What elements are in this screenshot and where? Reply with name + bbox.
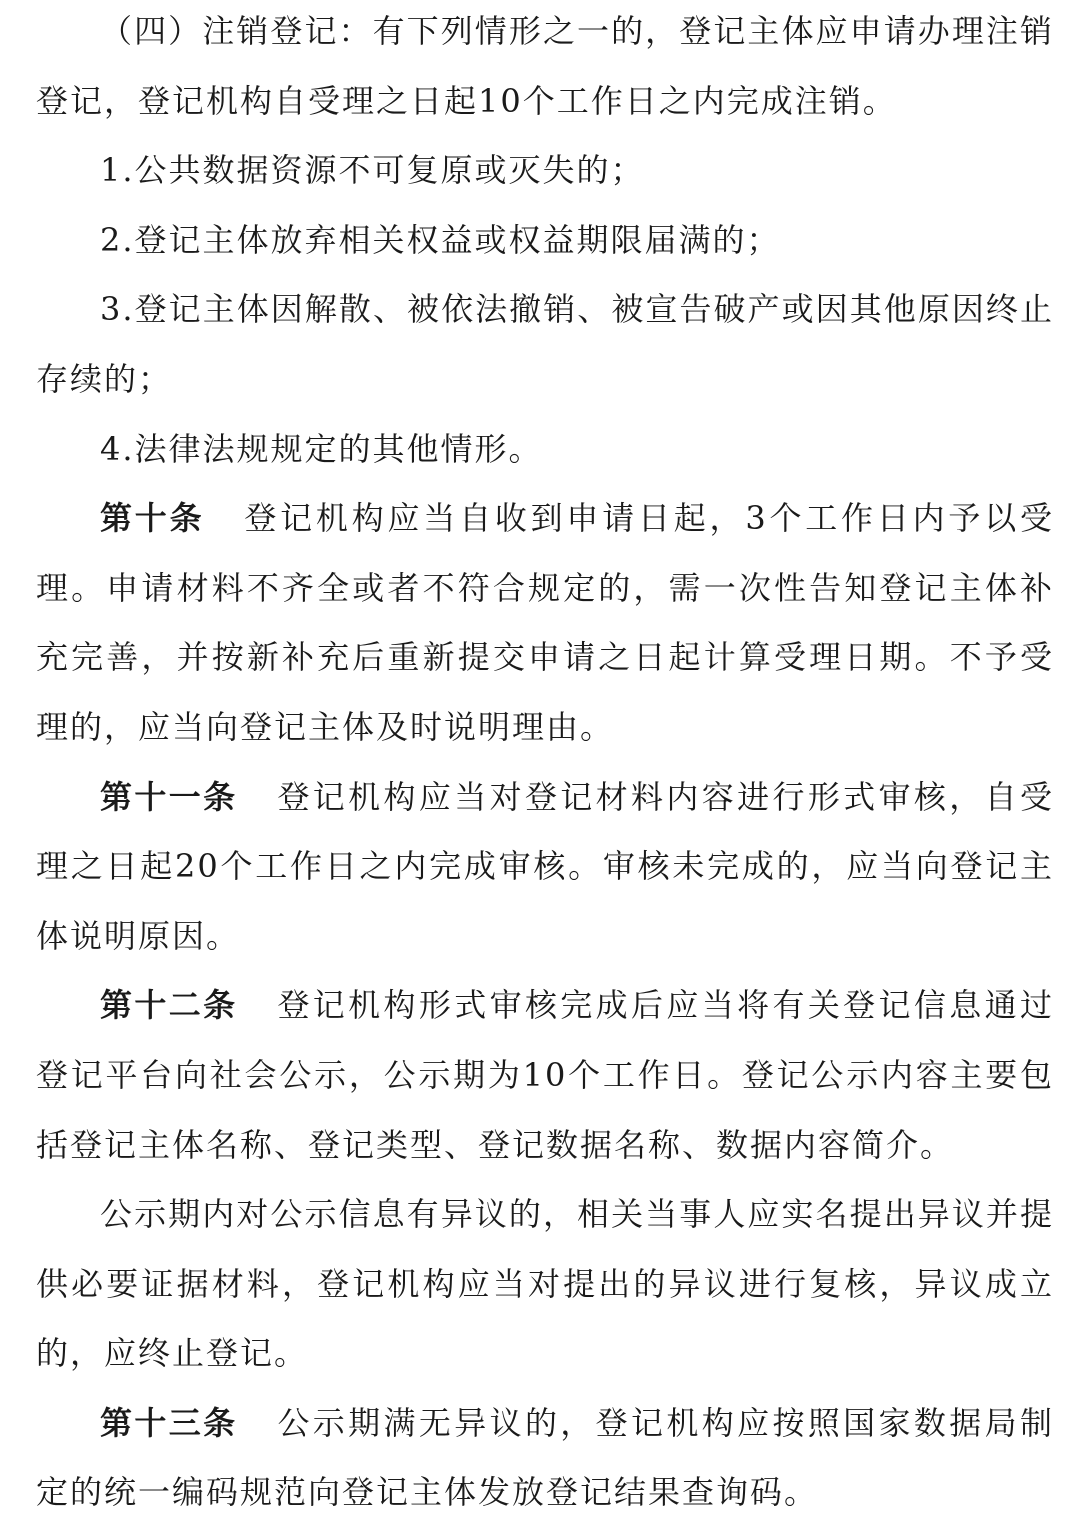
article-11 [36,763,1054,972]
article-text: 登记机构应当对登记材料内容进行形式审核，自受理之日起20个工作日之内完成审核。审核未完成的，应当向登记主体说明原因。 [36,777,1054,955]
list-item-text: 3.登记主体因解散、被依法撤销、被宣告破产或因其他原因终止存续的； [36,290,1054,398]
document-page [36,0,1054,1528]
list-item-text: 2.登记主体放弃相关权益或权益期限届满的； [100,220,781,259]
article-heading: 第十三条 [100,1403,238,1442]
list-item-3 [36,275,1054,414]
article-heading: 第十二条 [100,986,238,1025]
list-item-4 [36,415,1054,485]
article-text: 登记机构形式审核完成后应当将有关登记信息通过登记平台向社会公示，公示期为10个工作日。登记公示内容主要包括登记主体名称、登记类型、登记数据名称、数据内容简介。 [36,986,1054,1164]
article-heading: 第十条 [100,499,205,538]
list-item-2 [36,206,1054,276]
list-item-text: 4.法律法规规定的其他情形。 [100,429,543,468]
paragraph-cancellation-registration [36,0,1054,136]
paragraph-text: 公示期内对公示信息有异议的，相关当事人应实名提出异议并提供必要证据材料，登记机构应当对提出的异议进行复核，异议成立的，应终止登记。 [36,1195,1054,1373]
list-item-text: 1.公共数据资源不可复原或灭失的； [100,151,645,190]
article-heading: 第十一条 [100,777,238,816]
article-10 [36,484,1054,762]
list-item-1 [36,136,1054,206]
article-13 [36,1389,1054,1528]
article-12 [36,971,1054,1180]
paragraph-objection [36,1180,1054,1389]
article-text: 登记机构应当自收到申请日起，3个工作日内予以受理。申请材料不齐全或者不符合规定的，需一次性告知登记主体补充完善，并按新补充后重新提交申请之日起计算受理日期。不予受理的，应当向登记主体及时说明理由。 [36,499,1054,746]
paragraph-text: （四）注销登记：有下列情形之一的，登记主体应申请办理注销登记，登记机构自受理之日起10个工作日之内完成注销。 [36,12,1054,120]
article-text: 公示期满无异议的，登记机构应按照国家数据局制定的统一编码规范向登记主体发放登记结果查询码。 [36,1403,1054,1512]
